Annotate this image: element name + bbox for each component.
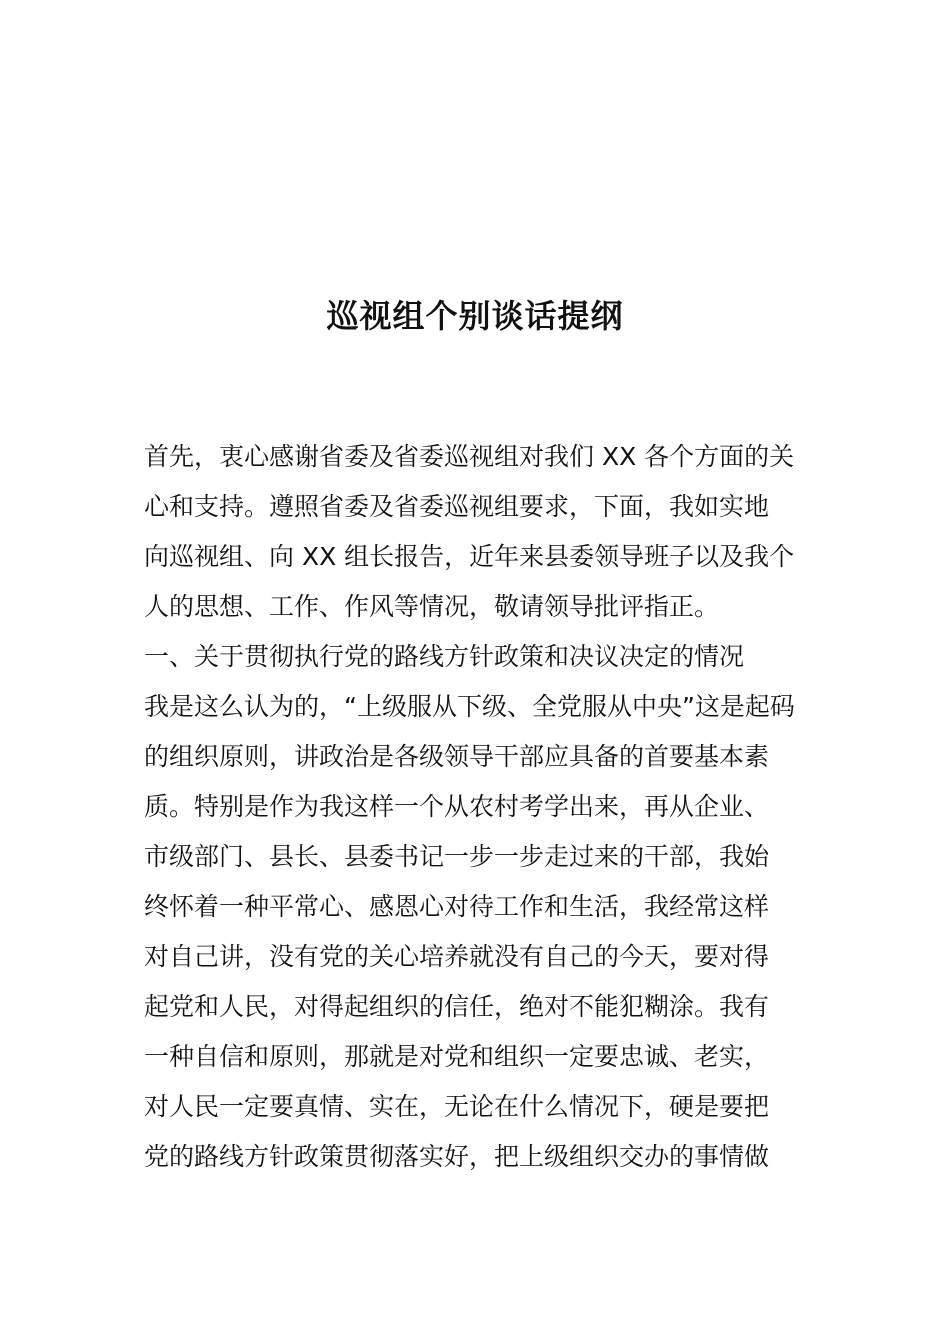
- body-line: 人的思想、工作、作风等情况，敬请领导批评指正。: [144, 592, 720, 621]
- body-line: 对自己讲，没有党的关心培养就没有自己的今天，要对得: [144, 942, 770, 971]
- body-line: 我是这么认为的，“上级服从下级、全党服从中央”这是起码: [144, 692, 795, 721]
- body-line: 对人民一定要真情、实在，无论在什么情况下，硬是要把: [144, 1092, 770, 1121]
- body-line: 终怀着一种平常心、感恩心对待工作和生活，我经常这样: [144, 892, 770, 921]
- body-line: 一种自信和原则，那就是对党和组织一定要忠诚、老实，: [144, 1042, 770, 1071]
- body-line: 向巡视组、向 XX 组长报告，近年来县委领导班子以及我个: [144, 542, 795, 571]
- body-line: 起党和人民，对得起组织的信任，绝对不能犯糊涂。我有: [144, 992, 770, 1021]
- document-body: [144, 432, 808, 1182]
- body-line: 首先，衷心感谢省委及省委巡视组对我们 XX 各个方面的关: [144, 442, 795, 471]
- body-line: 党的路线方针政策贯彻落实好，把上级组织交办的事情做: [144, 1142, 770, 1171]
- body-line: 质。特别是作为我这样一个从农村考学出来，再从企业、: [144, 792, 770, 821]
- body-line: 的组织原则，讲政治是各级领导干部应具备的首要基本素: [144, 742, 770, 771]
- body-line: 市级部门、县长、县委书记一步一步走过来的干部，我始: [144, 842, 770, 871]
- document-title: 巡视组个别谈话提纲: [326, 297, 624, 335]
- body-line: 心和支持。遵照省委及省委巡视组要求，下面，我如实地: [144, 492, 770, 521]
- section-heading: 一、关于贯彻执行党的路线方针政策和决议决定的情况: [144, 642, 745, 671]
